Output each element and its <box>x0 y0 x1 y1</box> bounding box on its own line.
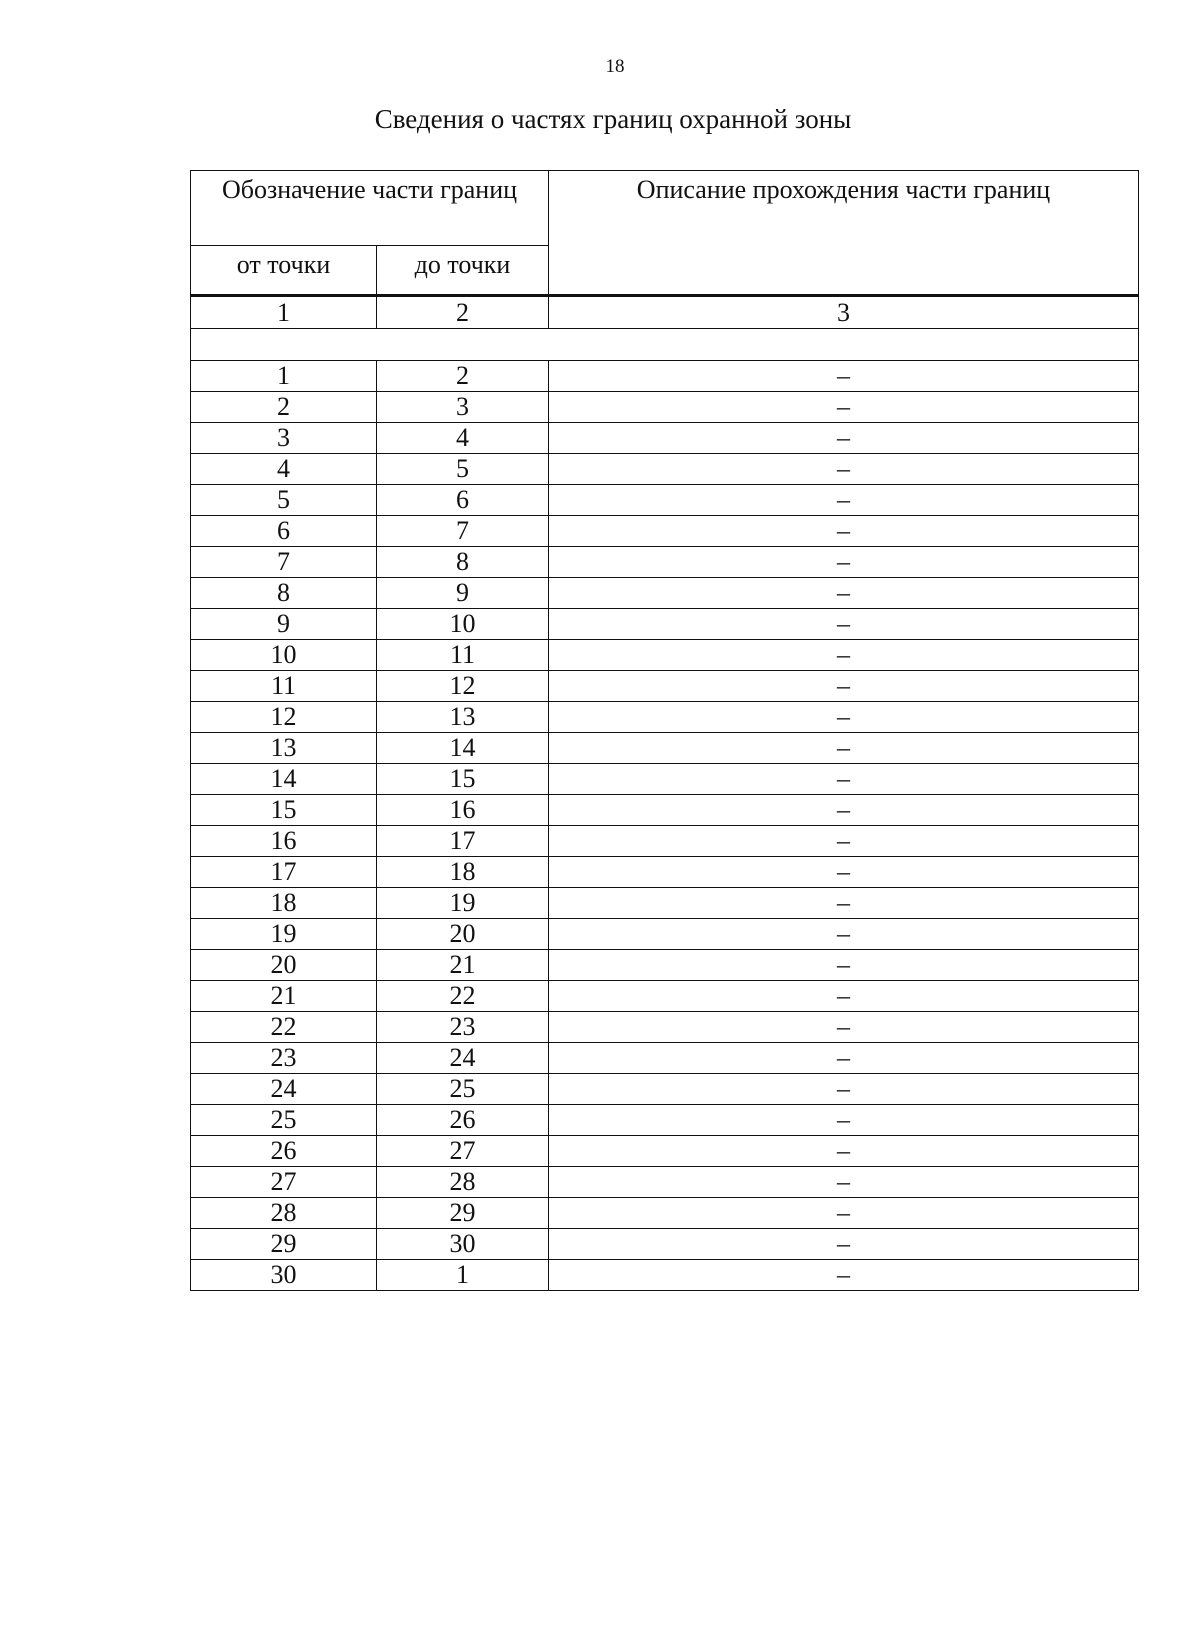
table-row <box>191 795 1139 826</box>
cell-from: 3 <box>191 423 377 454</box>
cell-to: 19 <box>377 888 549 919</box>
cell-to: 29 <box>377 1198 549 1229</box>
cell-to: 20 <box>377 919 549 950</box>
cell-desc: – <box>549 1012 1139 1043</box>
column-number-3: 3 <box>549 296 1139 329</box>
cell-desc: – <box>549 454 1139 485</box>
cell-from: 28 <box>191 1198 377 1229</box>
cell-to: 10 <box>377 609 549 640</box>
cell-to: 9 <box>377 578 549 609</box>
header-row-group <box>191 171 1139 246</box>
cell-from: 25 <box>191 1105 377 1136</box>
cell-from: 10 <box>191 640 377 671</box>
cell-from: 18 <box>191 888 377 919</box>
cell-from: 29 <box>191 1229 377 1260</box>
cell-from: 2 <box>191 392 377 423</box>
column-number-1: 1 <box>191 296 377 329</box>
cell-to: 24 <box>377 1043 549 1074</box>
table-row <box>191 640 1139 671</box>
cell-desc: – <box>549 981 1139 1012</box>
cell-from: 1 <box>191 361 377 392</box>
header-from-point: от точки <box>191 246 377 296</box>
cell-to: 16 <box>377 795 549 826</box>
cell-desc: – <box>549 361 1139 392</box>
cell-from: 8 <box>191 578 377 609</box>
cell-to: 15 <box>377 764 549 795</box>
cell-from: 22 <box>191 1012 377 1043</box>
table-row <box>191 1012 1139 1043</box>
cell-from: 13 <box>191 733 377 764</box>
page-number: 18 <box>605 56 625 77</box>
cell-to: 23 <box>377 1012 549 1043</box>
cell-from: 4 <box>191 454 377 485</box>
cell-to: 30 <box>377 1229 549 1260</box>
cell-from: 9 <box>191 609 377 640</box>
table-row <box>191 1260 1139 1291</box>
cell-desc: – <box>549 1167 1139 1198</box>
cell-desc: – <box>549 857 1139 888</box>
header-description: Описание прохождения части границ <box>549 171 1139 296</box>
table-row <box>191 361 1139 392</box>
cell-from: 12 <box>191 702 377 733</box>
table-row <box>191 671 1139 702</box>
cell-from: 23 <box>191 1043 377 1074</box>
table-row <box>191 857 1139 888</box>
cell-to: 1 <box>377 1260 549 1291</box>
cell-desc: – <box>549 826 1139 857</box>
cell-to: 13 <box>377 702 549 733</box>
cell-to: 6 <box>377 485 549 516</box>
cell-to: 25 <box>377 1074 549 1105</box>
table-row <box>191 919 1139 950</box>
cell-from: 24 <box>191 1074 377 1105</box>
cell-desc: – <box>549 1043 1139 1074</box>
table-row <box>191 392 1139 423</box>
table-row <box>191 423 1139 454</box>
table-row <box>191 1229 1139 1260</box>
column-number-row <box>191 296 1139 329</box>
cell-desc: – <box>549 578 1139 609</box>
cell-to: 28 <box>377 1167 549 1198</box>
table-row <box>191 1074 1139 1105</box>
cell-desc: – <box>549 764 1139 795</box>
cell-desc: – <box>549 392 1139 423</box>
cell-to: 7 <box>377 516 549 547</box>
cell-to: 12 <box>377 671 549 702</box>
header-boundary-designation: Обозначение части границ <box>191 171 549 246</box>
cell-to: 5 <box>377 454 549 485</box>
cell-to: 3 <box>377 392 549 423</box>
cell-to: 26 <box>377 1105 549 1136</box>
cell-desc: – <box>549 1074 1139 1105</box>
table-row <box>191 888 1139 919</box>
cell-to: 11 <box>377 640 549 671</box>
cell-desc: – <box>549 640 1139 671</box>
table-row <box>191 547 1139 578</box>
cell-from: 27 <box>191 1167 377 1198</box>
cell-from: 5 <box>191 485 377 516</box>
table-row <box>191 1043 1139 1074</box>
cell-to: 22 <box>377 981 549 1012</box>
cell-from: 21 <box>191 981 377 1012</box>
table-row <box>191 1198 1139 1229</box>
table-row <box>191 516 1139 547</box>
table-row <box>191 981 1139 1012</box>
table-row <box>191 950 1139 981</box>
cell-to: 8 <box>377 547 549 578</box>
table-row <box>191 485 1139 516</box>
cell-from: 14 <box>191 764 377 795</box>
cell-to: 2 <box>377 361 549 392</box>
cell-desc: – <box>549 888 1139 919</box>
cell-desc: – <box>549 702 1139 733</box>
section-row-cell <box>191 329 1139 361</box>
cell-desc: – <box>549 950 1139 981</box>
boundary-parts-table <box>190 170 1139 1291</box>
cell-desc: – <box>549 919 1139 950</box>
table-row <box>191 733 1139 764</box>
cell-to: 4 <box>377 423 549 454</box>
header-to-point: до точки <box>377 246 549 296</box>
cell-to: 27 <box>377 1136 549 1167</box>
table-row <box>191 578 1139 609</box>
cell-from: 7 <box>191 547 377 578</box>
cell-from: 17 <box>191 857 377 888</box>
cell-to: 17 <box>377 826 549 857</box>
cell-desc: – <box>549 1229 1139 1260</box>
cell-desc: – <box>549 671 1139 702</box>
cell-from: 26 <box>191 1136 377 1167</box>
cell-desc: – <box>549 609 1139 640</box>
cell-to: 21 <box>377 950 549 981</box>
cell-from: 6 <box>191 516 377 547</box>
table-row <box>191 609 1139 640</box>
table-row <box>191 702 1139 733</box>
cell-from: 15 <box>191 795 377 826</box>
section-row <box>191 329 1139 361</box>
cell-desc: – <box>549 485 1139 516</box>
cell-from: 20 <box>191 950 377 981</box>
table-row <box>191 1136 1139 1167</box>
cell-to: 18 <box>377 857 549 888</box>
table-row <box>191 764 1139 795</box>
table-row <box>191 826 1139 857</box>
cell-desc: – <box>549 1260 1139 1291</box>
page-title: Сведения о частях границ охранной зоны <box>374 104 852 134</box>
cell-to: 14 <box>377 733 549 764</box>
table-row <box>191 1105 1139 1136</box>
cell-from: 16 <box>191 826 377 857</box>
cell-from: 30 <box>191 1260 377 1291</box>
cell-desc: – <box>549 1136 1139 1167</box>
column-number-2: 2 <box>377 296 549 329</box>
cell-desc: – <box>549 516 1139 547</box>
table-row <box>191 1167 1139 1198</box>
cell-desc: – <box>549 1198 1139 1229</box>
table-row <box>191 454 1139 485</box>
cell-from: 11 <box>191 671 377 702</box>
cell-desc: – <box>549 795 1139 826</box>
cell-from: 19 <box>191 919 377 950</box>
cell-desc: – <box>549 547 1139 578</box>
cell-desc: – <box>549 733 1139 764</box>
cell-desc: – <box>549 423 1139 454</box>
cell-desc: – <box>549 1105 1139 1136</box>
